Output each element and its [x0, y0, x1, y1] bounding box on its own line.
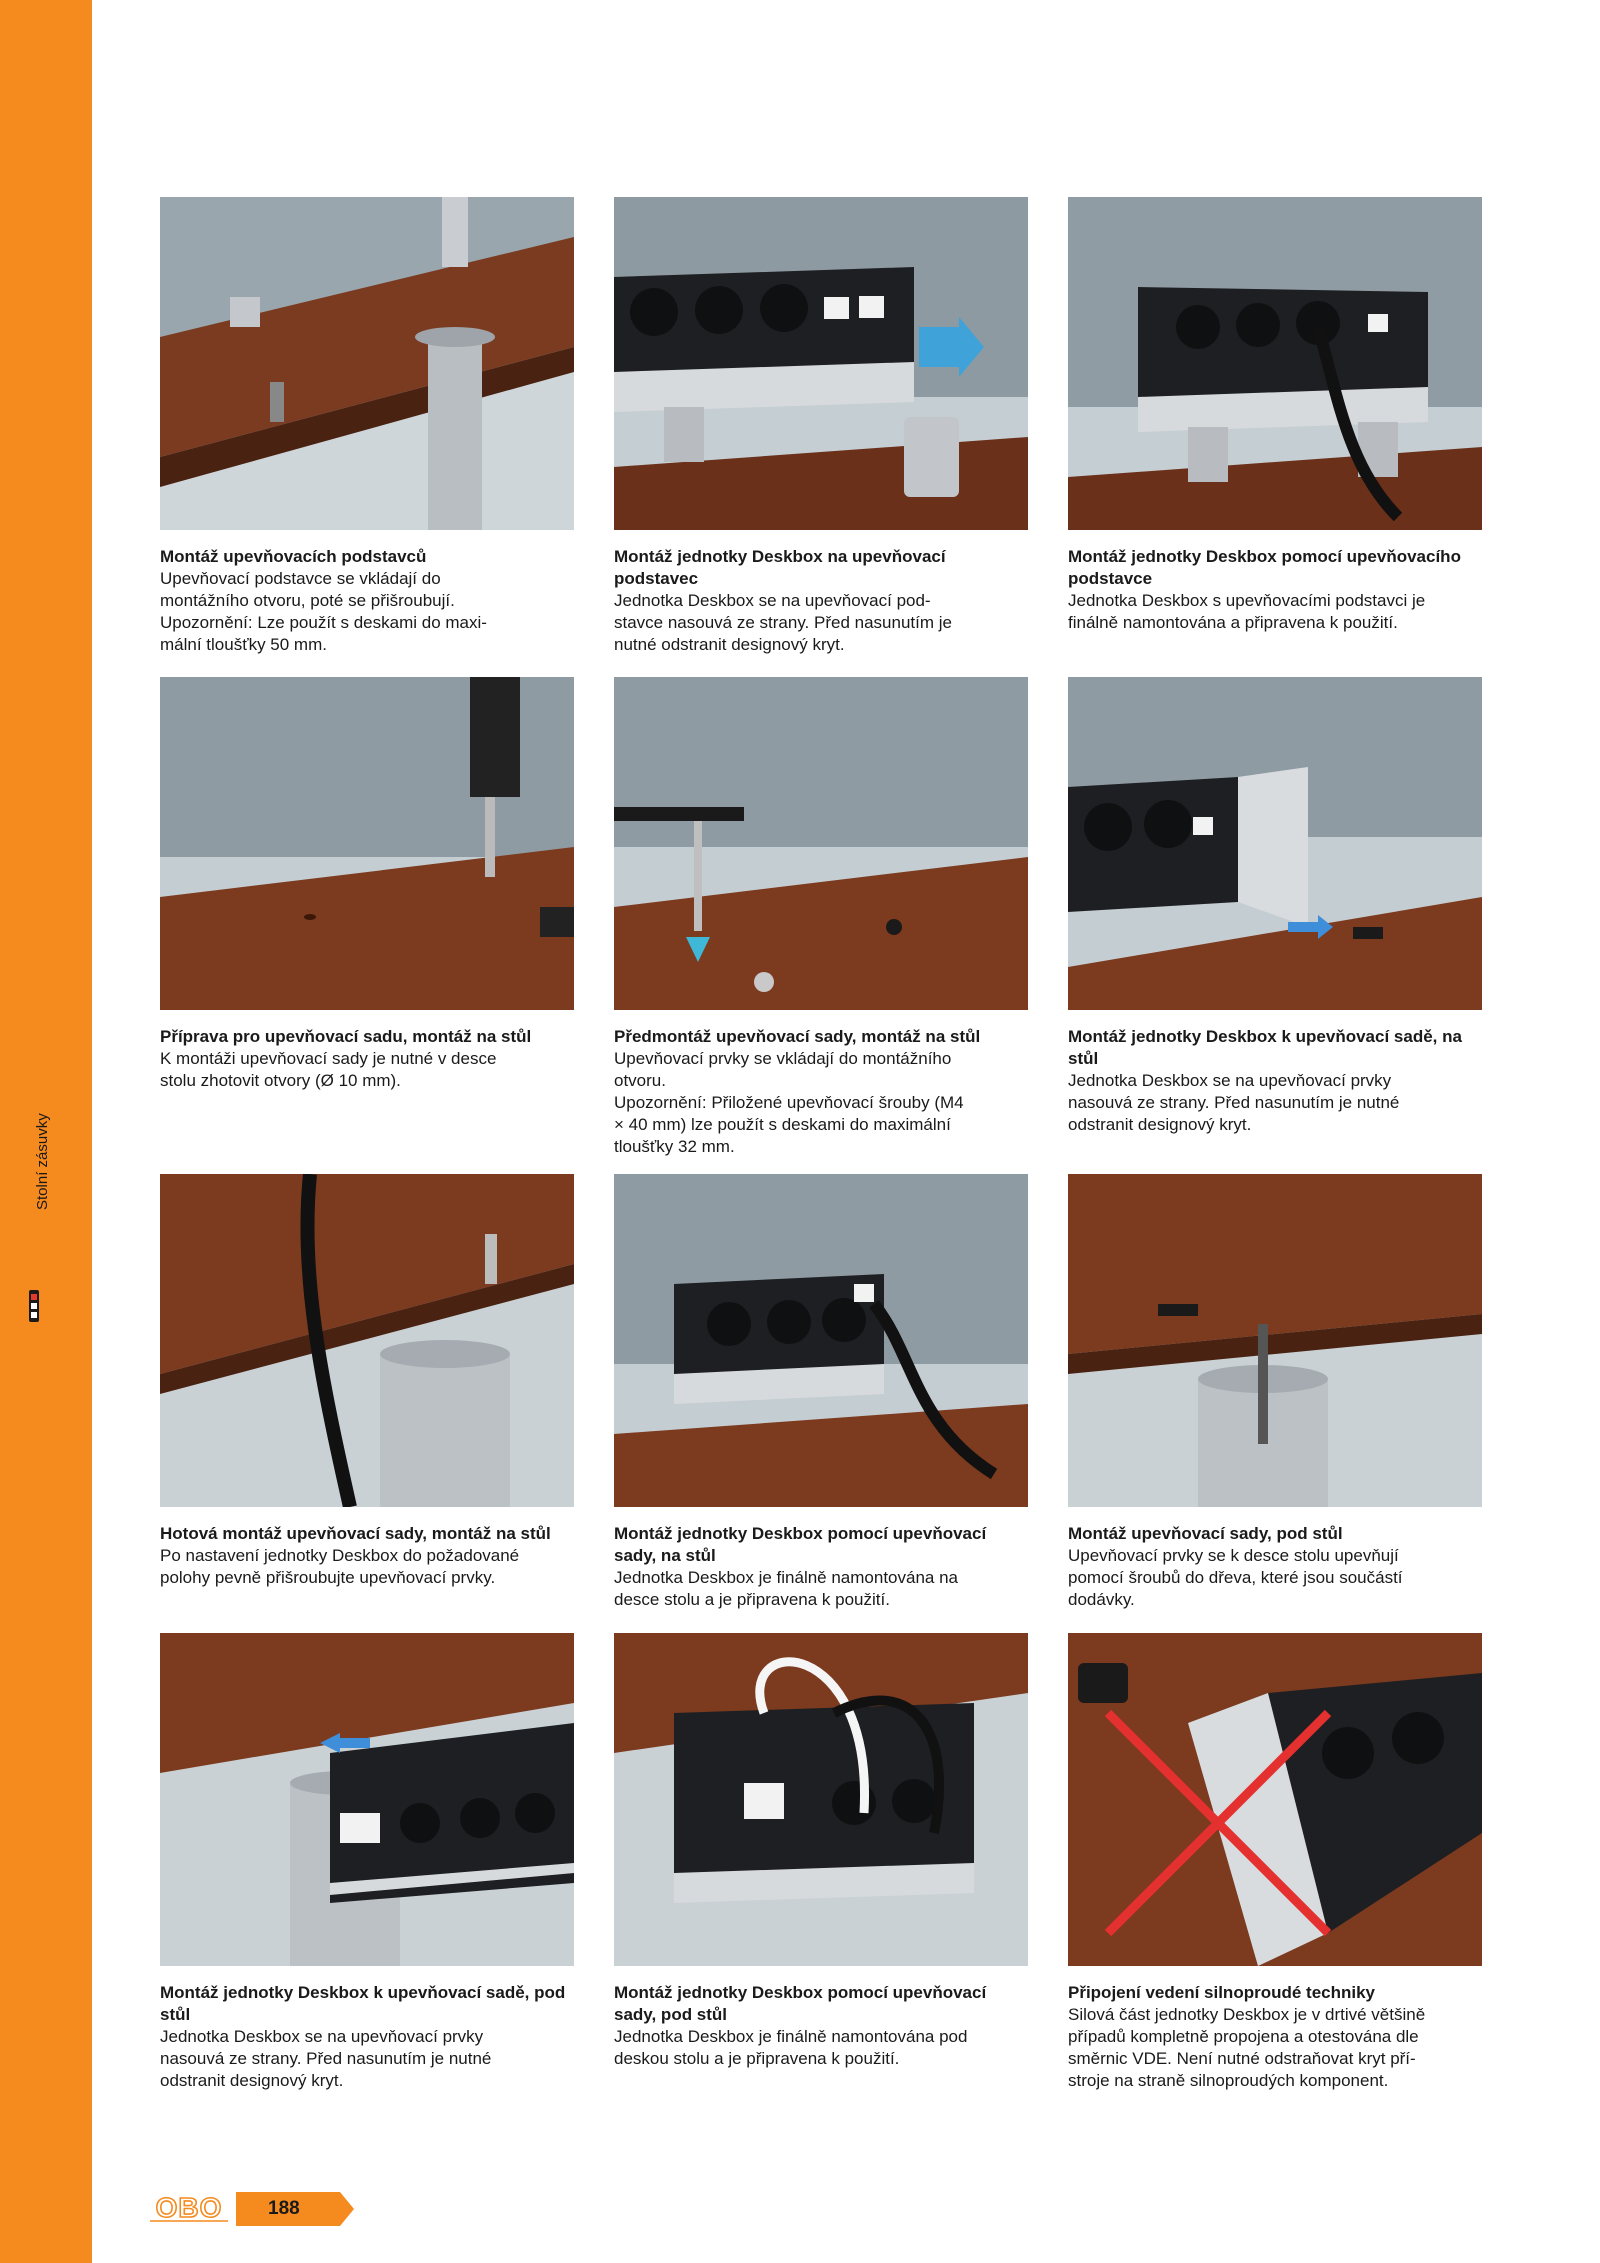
- step-card: [160, 1633, 574, 2092]
- step-photo: [160, 1633, 574, 1966]
- step-photo: [160, 197, 574, 530]
- step-photo: [614, 197, 1028, 530]
- step-card: [160, 197, 574, 656]
- step-card: [614, 197, 1028, 656]
- step-title: Montáž jednotky Deskbox k upevňovací sadě, pod stůl: [160, 1983, 566, 2024]
- obo-logo-text: OBO: [155, 2193, 223, 2223]
- step-description: Upevňovací prvky se k desce stolu upevňují pomocí šroubů do dřeva, které jsou součástí dodávky.: [1068, 1546, 1403, 1609]
- step-description: K montáži upevňovací sady je nutné v desce stolu zhotovit otvory (Ø 10 mm).: [160, 1049, 497, 1090]
- step-description: Po nastavení jednotky Deskbox do požadované polohy pevně přišroubujte upevňovací prvky.: [160, 1546, 520, 1587]
- step-description: Jednotka Deskbox se na upevňovací pod- stavce nasouvá ze strany. Před nasunutím je nutné odstranit designový kryt.: [614, 591, 952, 654]
- step-description: Jednotka Deskbox se na upevňovací prvky nasouvá ze strany. Před nasunutím je nutné odstranit designový kryt.: [1068, 1071, 1400, 1134]
- step-photo: [614, 677, 1028, 1010]
- step-card: [160, 1174, 574, 1589]
- step-card: [1068, 677, 1482, 1136]
- obo-logo: [148, 2193, 230, 2223]
- step-title: Montáž jednotky Deskbox na upevňovací podstavec: [614, 547, 946, 588]
- step-description: Jednotka Deskbox s upevňovacími podstavci je finálně namontována a připravena k použití.: [1068, 591, 1426, 632]
- step-description: Upevňovací prvky se vkládají do montážního otvoru. Upozornění: Přiložené upevňovací šrouby (M4 × 40 mm) lze použít s deskami do maximální tloušťky 32 mm.: [614, 1049, 964, 1156]
- step-description: Upevňovací podstavce se vkládají do montážního otvoru, poté se přišroubují. Upozornění: Lze použít s deskami do maxi- mální tloušťky 50 mm.: [160, 569, 487, 654]
- step-title: Montáž upevňovacích podstavců: [160, 547, 427, 566]
- step-card: [1068, 197, 1482, 634]
- step-photo: [614, 1633, 1028, 1966]
- step-photo: [160, 677, 574, 1010]
- step-description: Silová část jednotky Deskbox je v drtivé většině případů kompletně propojena a otestována dle směrnic VDE. Není nutné odstraňovat kryt pří- stroje na straně silnoproudých komponent.: [1068, 2005, 1426, 2090]
- step-card: [614, 1633, 1028, 2070]
- step-title: Montáž upevňovací sady, pod stůl: [1068, 1524, 1343, 1543]
- step-photo: [1068, 197, 1482, 530]
- step-photo: [1068, 677, 1482, 1010]
- power-strip-icon: [24, 1288, 44, 1324]
- step-photo: [614, 1174, 1028, 1507]
- step-card: [1068, 1174, 1482, 1611]
- step-card: [160, 677, 574, 1092]
- step-description: Jednotka Deskbox se na upevňovací prvky nasouvá ze strany. Před nasunutím je nutné odstranit designový kryt.: [160, 2027, 492, 2090]
- step-title: Hotová montáž upevňovací sady, montáž na stůl: [160, 1524, 551, 1543]
- step-card: [614, 677, 1028, 1158]
- step-title: Montáž jednotky Deskbox pomocí upevňovací sady, na stůl: [614, 1524, 987, 1565]
- step-title: Montáž jednotky Deskbox pomocí upevňovací sady, pod stůl: [614, 1983, 987, 2024]
- step-description: Jednotka Deskbox je finálně namontována pod deskou stolu a je připravena k použití.: [614, 2027, 968, 2068]
- step-card: [1068, 1633, 1482, 2092]
- step-title: Montáž jednotky Deskbox k upevňovací sadě, na stůl: [1068, 1027, 1462, 1068]
- page-number: 188: [268, 2198, 300, 2219]
- step-description: Jednotka Deskbox je finálně namontována na desce stolu a je připravena k použití.: [614, 1568, 959, 1609]
- step-title: Příprava pro upevňovací sadu, montáž na stůl: [160, 1027, 532, 1046]
- step-photo: [1068, 1633, 1482, 1966]
- step-title: Předmontáž upevňovací sady, montáž na stůl: [614, 1027, 981, 1046]
- sidebar-section-label: Stolní zásuvky: [34, 1113, 51, 1210]
- step-photo: [160, 1174, 574, 1507]
- step-title: Montáž jednotky Deskbox pomocí upevňovacího podstavce: [1068, 547, 1461, 588]
- step-photo: [1068, 1174, 1482, 1507]
- step-card: [614, 1174, 1028, 1611]
- step-title: Připojení vedení silnoproudé techniky: [1068, 1983, 1376, 2002]
